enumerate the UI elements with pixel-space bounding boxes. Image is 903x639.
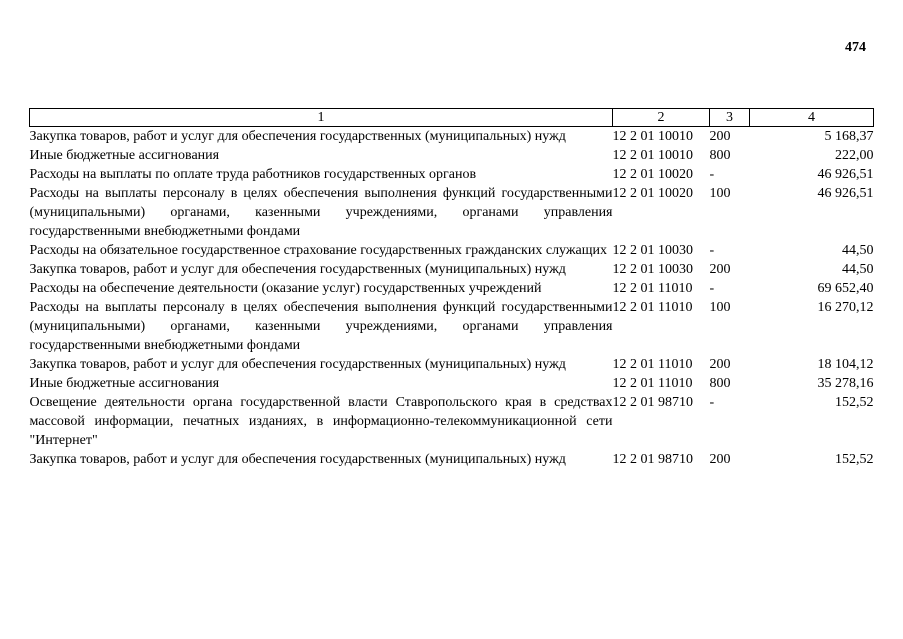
amount: 222,00 (835, 148, 874, 163)
table-row (30, 165, 874, 184)
column-header-2: 2 (613, 109, 710, 127)
expense-kind: 200 (709, 357, 731, 372)
expense-kind: - (709, 395, 715, 410)
amount: 44,50 (842, 262, 874, 277)
expense-kind: 800 (709, 148, 731, 163)
header-row (30, 109, 874, 127)
amount: 46 926,51 (817, 167, 874, 182)
target-code: 12 2 01 10020 (612, 186, 693, 201)
expense-kind: - (709, 243, 715, 258)
table-row (30, 355, 874, 374)
amount: 16 270,12 (817, 300, 874, 315)
expense-name: Расходы на обязательное государственное страхование государственных гражданских служащих (29, 243, 608, 258)
amount: 46 926,51 (817, 186, 874, 201)
expense-kind: 800 (709, 376, 731, 391)
expense-kind: 200 (709, 262, 731, 277)
amount: 152,52 (835, 395, 874, 410)
column-header-3: 3 (710, 109, 750, 127)
expense-name: Иные бюджетные ассигнования (29, 148, 220, 163)
expense-kind: 200 (709, 452, 731, 467)
expense-name: Закупка товаров, работ и услуг для обеспечения государственных (муниципальных) нужд (29, 357, 566, 372)
target-code: 12 2 01 98710 (612, 395, 693, 410)
column-header-4: 4 (750, 109, 874, 127)
table-row (30, 146, 874, 165)
target-code: 12 2 01 11010 (612, 300, 693, 315)
table-row (30, 450, 874, 469)
expense-kind: - (709, 281, 715, 296)
target-code: 12 2 01 98710 (612, 452, 693, 467)
page-number: 474 (845, 40, 866, 55)
amount: 152,52 (835, 452, 874, 467)
expense-name: Закупка товаров, работ и услуг для обеспечения государственных (муниципальных) нужд (29, 262, 566, 277)
amount: 44,50 (842, 243, 874, 258)
expense-name: Расходы на выплаты по оплате труда работников государственных органов (29, 167, 477, 182)
amount: 69 652,40 (817, 281, 874, 296)
amount: 18 104,12 (817, 357, 874, 372)
table-row (30, 279, 874, 298)
expense-name: Освещение деятельности органа государственной власти Ставропольского края в средствах массовой информации, печатных изданиях, в информационно-телекоммуникационной сети "Интернет" (29, 395, 613, 448)
amount: 5 168,37 (824, 129, 874, 144)
target-code: 12 2 01 10010 (612, 129, 693, 144)
target-code: 12 2 01 10030 (612, 243, 693, 258)
expense-kind: 100 (709, 186, 731, 201)
target-code: 12 2 01 10030 (612, 262, 693, 277)
table-row (30, 241, 874, 260)
table-row (30, 393, 874, 450)
table-row (30, 184, 874, 241)
expense-name: Расходы на выплаты персоналу в целях обеспечения выполнения функций государственными (муниципальными) органами, казенными учреждениями, органами управления государственными внебюджетными фондами (29, 186, 613, 239)
target-code: 12 2 01 10010 (612, 148, 693, 163)
target-code: 12 2 01 11010 (612, 357, 693, 372)
table-row (30, 374, 874, 393)
expense-kind: 200 (709, 129, 731, 144)
target-code: 12 2 01 10020 (612, 167, 693, 182)
target-code: 12 2 01 11010 (612, 281, 693, 296)
table-row (30, 298, 874, 355)
expense-name: Расходы на обеспечение деятельности (оказание услуг) государственных учреждений (29, 281, 542, 296)
target-code: 12 2 01 11010 (612, 376, 693, 391)
expense-name: Расходы на выплаты персоналу в целях обеспечения выполнения функций государственными (муниципальными) органами, казенными учреждениями, органами управления государственными внебюджетными фондами (29, 300, 613, 353)
expense-kind: - (709, 167, 715, 182)
budget-table (29, 108, 874, 469)
amount: 35 278,16 (817, 376, 874, 391)
expense-name: Закупка товаров, работ и услуг для обеспечения государственных (муниципальных) нужд (29, 452, 566, 467)
column-header-1: 1 (30, 109, 613, 127)
expense-name: Закупка товаров, работ и услуг для обеспечения государственных (муниципальных) нужд (29, 129, 566, 144)
table-row (30, 260, 874, 279)
expense-kind: 100 (709, 300, 731, 315)
table-row (30, 127, 874, 147)
expense-name: Иные бюджетные ассигнования (29, 376, 220, 391)
